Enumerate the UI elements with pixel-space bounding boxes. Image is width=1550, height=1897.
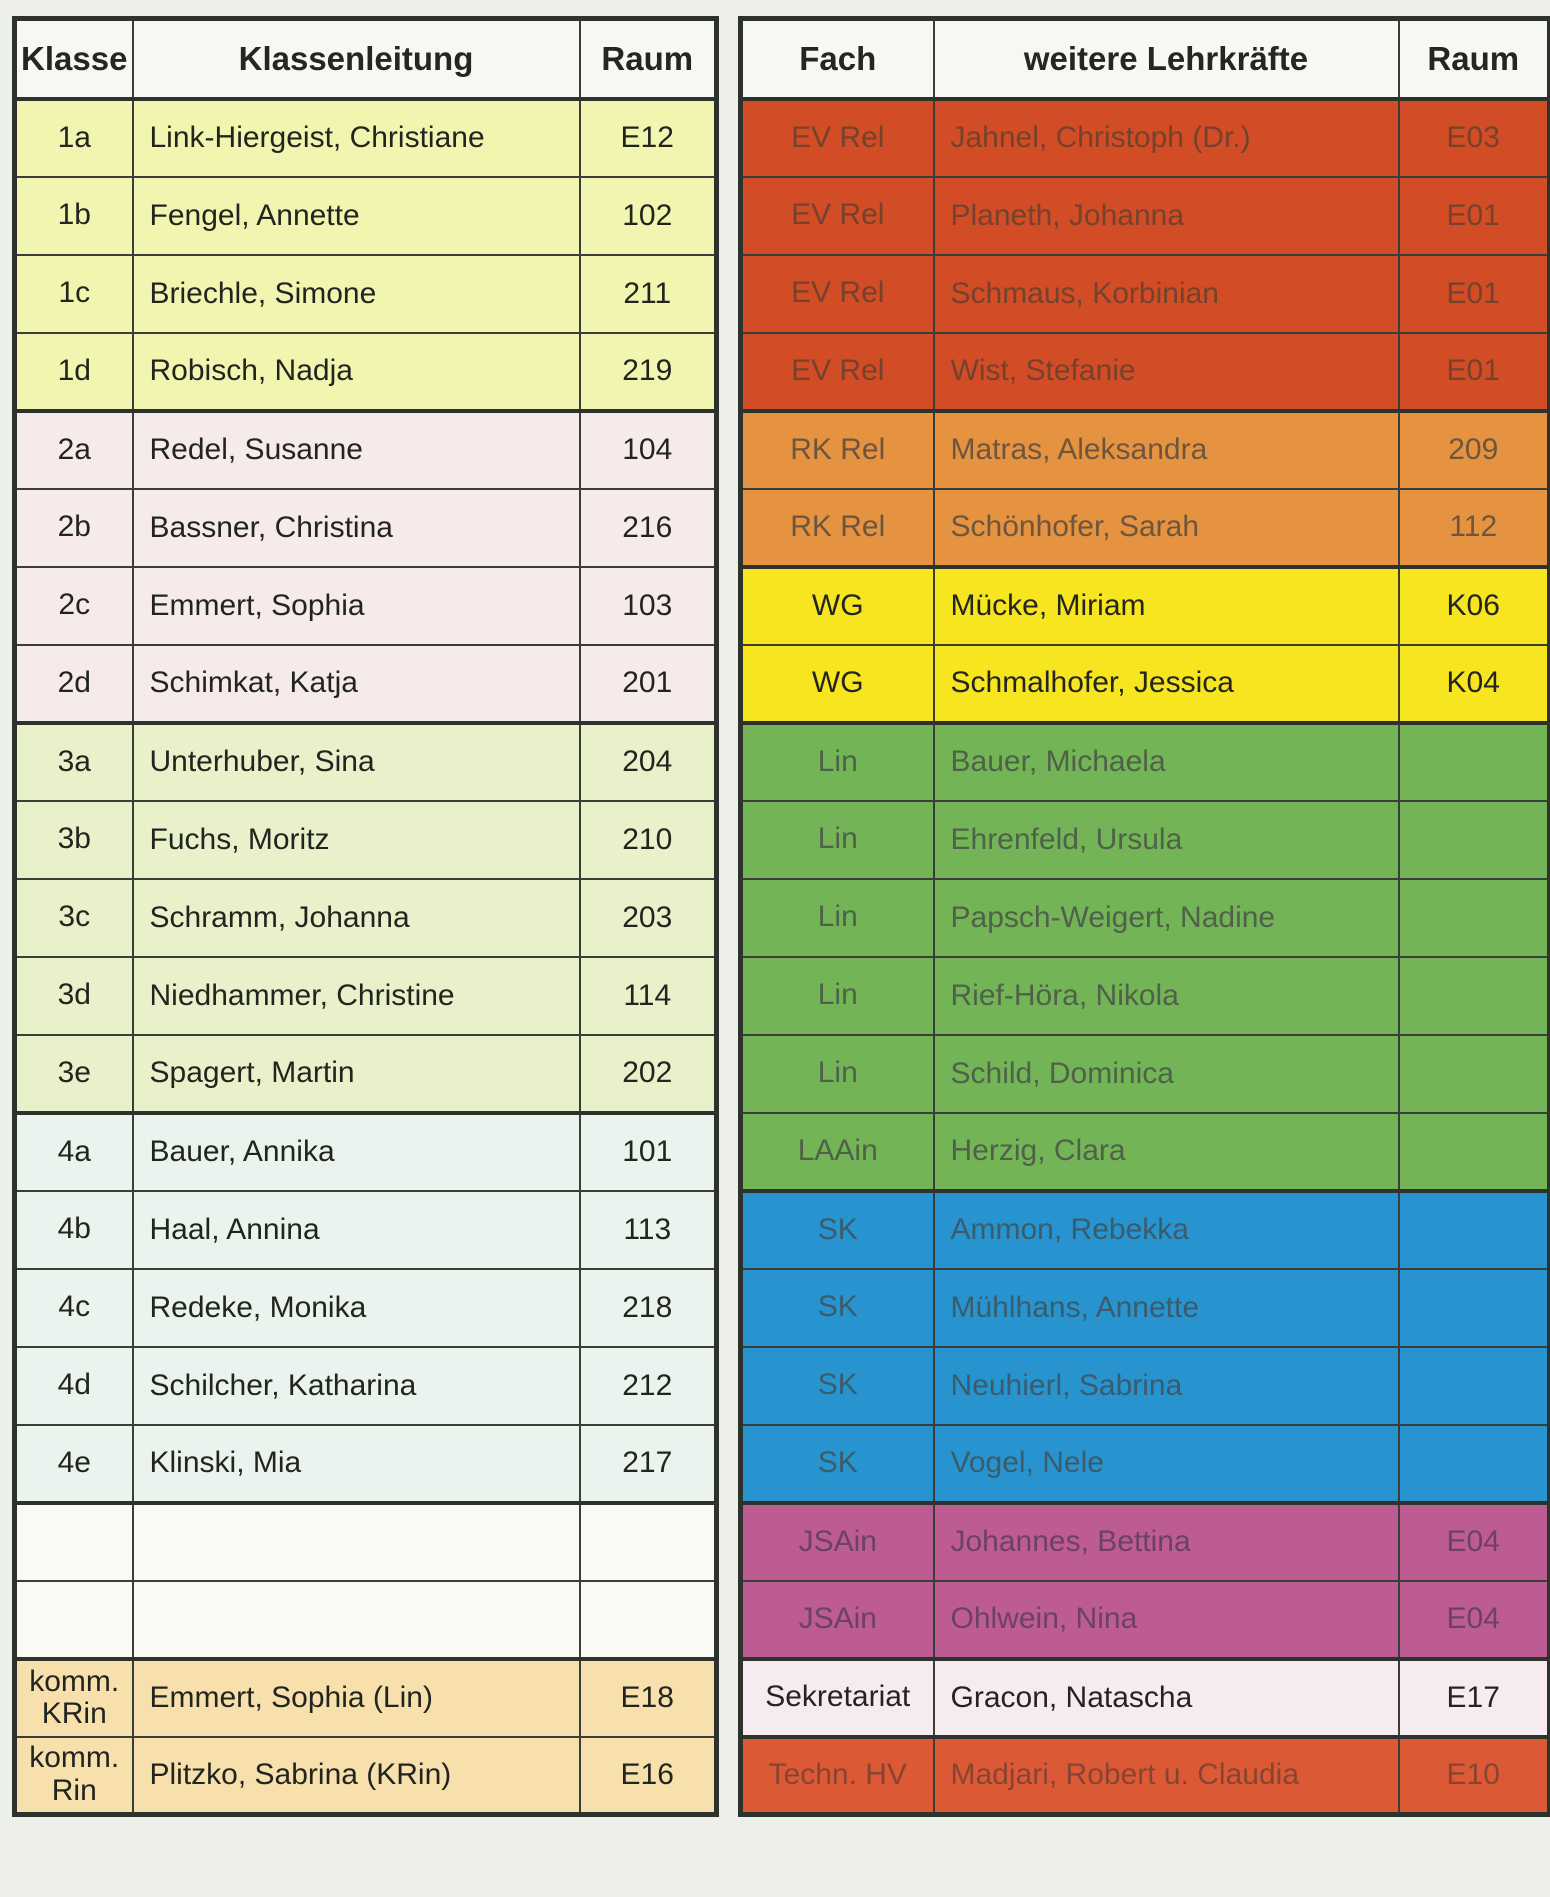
table-row — [15, 1035, 717, 1113]
label-cell: SK — [741, 1425, 934, 1503]
room-cell — [1399, 801, 1550, 879]
teacher-name-cell: Bauer, Michaela — [934, 723, 1399, 801]
room-cell: 204 — [580, 723, 717, 801]
teacher-name-cell: Bauer, Annika — [133, 1113, 580, 1191]
room-cell: 203 — [580, 879, 717, 957]
label-cell: 2a — [15, 411, 133, 489]
label-cell: Lin — [741, 879, 934, 957]
room-cell — [1399, 1425, 1550, 1503]
label-cell: LAAin — [741, 1113, 934, 1191]
room-cell: 201 — [580, 645, 717, 723]
table-row — [741, 1503, 1550, 1581]
teacher-name-cell: Robisch, Nadja — [133, 333, 580, 411]
room-cell: 218 — [580, 1269, 717, 1347]
header-row — [15, 19, 717, 99]
teacher-name-cell: Bassner, Christina — [133, 489, 580, 567]
room-cell: 217 — [580, 1425, 717, 1503]
table-row — [741, 1659, 1550, 1737]
table-row — [15, 1113, 717, 1191]
room-cell: E10 — [1399, 1737, 1550, 1815]
table-row — [741, 1425, 1550, 1503]
additional-teachers-table — [738, 16, 1550, 1817]
teacher-name-cell: Jahnel, Christoph (Dr.) — [934, 99, 1399, 177]
room-cell — [1399, 1035, 1550, 1113]
teacher-name-cell: Ehrenfeld, Ursula — [934, 801, 1399, 879]
table-row — [15, 333, 717, 411]
room-cell: 219 — [580, 333, 717, 411]
class-leadership-table — [12, 16, 719, 1817]
table-row — [15, 255, 717, 333]
teacher-name-cell: Ohlwein, Nina — [934, 1581, 1399, 1659]
header-weitere-lehrkraefte: weitere Lehrkräfte — [934, 19, 1399, 99]
teacher-name-cell: Briechle, Simone — [133, 255, 580, 333]
label-cell: Sekretariat — [741, 1659, 934, 1737]
label-cell: 1b — [15, 177, 133, 255]
table-row — [741, 1347, 1550, 1425]
label-cell: 3c — [15, 879, 133, 957]
room-cell: 212 — [580, 1347, 717, 1425]
table-row — [741, 99, 1550, 177]
label-cell: Lin — [741, 801, 934, 879]
teacher-name-cell: Klinski, Mia — [133, 1425, 580, 1503]
header-klassenleitung: Klassenleitung — [133, 19, 580, 99]
room-cell: 113 — [580, 1191, 717, 1269]
room-cell — [1399, 1113, 1550, 1191]
table-row — [15, 723, 717, 801]
table-row — [741, 957, 1550, 1035]
teacher-name-cell: Spagert, Martin — [133, 1035, 580, 1113]
table-row — [741, 1035, 1550, 1113]
room-cell — [1399, 1269, 1550, 1347]
label-cell: 3a — [15, 723, 133, 801]
subject-table-header — [741, 19, 1550, 99]
label-cell: 1d — [15, 333, 133, 411]
table-row — [15, 1737, 717, 1815]
teacher-name-cell: Link-Hiergeist, Christiane — [133, 99, 580, 177]
room-cell — [1399, 1347, 1550, 1425]
table-row — [15, 1347, 717, 1425]
label-cell: 3b — [15, 801, 133, 879]
table-row — [741, 1737, 1550, 1815]
table-row — [741, 177, 1550, 255]
room-cell: 104 — [580, 411, 717, 489]
label-cell: JSAin — [741, 1503, 934, 1581]
label-cell: Lin — [741, 957, 934, 1035]
table-row — [741, 723, 1550, 801]
table-row — [15, 1269, 717, 1347]
teacher-name-cell: Matras, Aleksandra — [934, 411, 1399, 489]
label-cell: 2c — [15, 567, 133, 645]
label-cell: Lin — [741, 723, 934, 801]
label-cell — [15, 1503, 133, 1581]
label-cell: Techn. HV — [741, 1737, 934, 1815]
label-cell: 1c — [15, 255, 133, 333]
label-cell: 4a — [15, 1113, 133, 1191]
teacher-name-cell: Schimkat, Katja — [133, 645, 580, 723]
room-cell — [1399, 723, 1550, 801]
table-row — [15, 411, 717, 489]
label-cell: komm. Rin — [15, 1737, 133, 1815]
room-cell: 209 — [1399, 411, 1550, 489]
table-row — [741, 255, 1550, 333]
table-row — [15, 1581, 717, 1659]
header-raum-left: Raum — [580, 19, 717, 99]
teacher-name-cell: Schramm, Johanna — [133, 879, 580, 957]
table-row — [741, 567, 1550, 645]
class-table-body — [15, 99, 717, 1815]
label-cell: EV Rel — [741, 255, 934, 333]
room-cell — [580, 1581, 717, 1659]
label-cell: SK — [741, 1269, 934, 1347]
table-row — [15, 801, 717, 879]
room-cell: 102 — [580, 177, 717, 255]
table-row — [741, 411, 1550, 489]
table-row — [741, 1581, 1550, 1659]
table-row — [15, 645, 717, 723]
table-row — [15, 99, 717, 177]
teacher-name-cell: Schilcher, Katharina — [133, 1347, 580, 1425]
table-row — [15, 489, 717, 567]
teacher-name-cell: Niedhammer, Christine — [133, 957, 580, 1035]
table-row — [741, 1113, 1550, 1191]
room-cell: E01 — [1399, 255, 1550, 333]
teacher-name-cell: Unterhuber, Sina — [133, 723, 580, 801]
label-cell: SK — [741, 1191, 934, 1269]
teacher-name-cell: Schönhofer, Sarah — [934, 489, 1399, 567]
label-cell: EV Rel — [741, 333, 934, 411]
teacher-name-cell: Madjari, Robert u. Claudia — [934, 1737, 1399, 1815]
label-cell: 4d — [15, 1347, 133, 1425]
table-row — [741, 333, 1550, 411]
room-cell: 112 — [1399, 489, 1550, 567]
label-cell: RK Rel — [741, 489, 934, 567]
teacher-name-cell: Neuhierl, Sabrina — [934, 1347, 1399, 1425]
teacher-name-cell: Johannes, Bettina — [934, 1503, 1399, 1581]
teacher-name-cell: Fengel, Annette — [133, 177, 580, 255]
teacher-name-cell: Schild, Dominica — [934, 1035, 1399, 1113]
room-cell — [1399, 957, 1550, 1035]
table-row — [741, 801, 1550, 879]
teacher-name-cell: Emmert, Sophia — [133, 567, 580, 645]
table-row — [741, 489, 1550, 567]
room-cell: 202 — [580, 1035, 717, 1113]
table-row — [741, 1269, 1550, 1347]
teacher-name-cell: Fuchs, Moritz — [133, 801, 580, 879]
teacher-name-cell: Vogel, Nele — [934, 1425, 1399, 1503]
room-cell: E16 — [580, 1737, 717, 1815]
room-cell: E18 — [580, 1659, 717, 1737]
teacher-name-cell: Mücke, Miriam — [934, 567, 1399, 645]
label-cell: WG — [741, 567, 934, 645]
room-cell: 101 — [580, 1113, 717, 1191]
teacher-name-cell: Mühlhans, Annette — [934, 1269, 1399, 1347]
room-cell: E04 — [1399, 1581, 1550, 1659]
label-cell: EV Rel — [741, 177, 934, 255]
room-cell: E01 — [1399, 177, 1550, 255]
label-cell: 2d — [15, 645, 133, 723]
room-cell: K06 — [1399, 567, 1550, 645]
room-cell: 211 — [580, 255, 717, 333]
table-row — [15, 1503, 717, 1581]
table-row — [15, 879, 717, 957]
teacher-name-cell: Redel, Susanne — [133, 411, 580, 489]
label-cell: RK Rel — [741, 411, 934, 489]
teacher-name-cell: Haal, Annina — [133, 1191, 580, 1269]
teacher-name-cell: Schmalhofer, Jessica — [934, 645, 1399, 723]
room-cell: E12 — [580, 99, 717, 177]
label-cell: WG — [741, 645, 934, 723]
room-cell: E03 — [1399, 99, 1550, 177]
teacher-name-cell — [133, 1581, 580, 1659]
room-cell: E17 — [1399, 1659, 1550, 1737]
subject-table-body — [741, 99, 1550, 1815]
label-cell: SK — [741, 1347, 934, 1425]
header-row — [741, 19, 1550, 99]
teacher-name-cell: Rief-Höra, Nikola — [934, 957, 1399, 1035]
label-cell: komm. KRin — [15, 1659, 133, 1737]
teacher-name-cell: Plitzko, Sabrina (KRin) — [133, 1737, 580, 1815]
teacher-name-cell: Schmaus, Korbinian — [934, 255, 1399, 333]
room-cell: K04 — [1399, 645, 1550, 723]
room-cell: E01 — [1399, 333, 1550, 411]
label-cell: 1a — [15, 99, 133, 177]
label-cell: 3e — [15, 1035, 133, 1113]
teacher-name-cell: Ammon, Rebekka — [934, 1191, 1399, 1269]
label-cell: EV Rel — [741, 99, 934, 177]
teacher-name-cell: Redeke, Monika — [133, 1269, 580, 1347]
header-fach: Fach — [741, 19, 934, 99]
teacher-name-cell: Gracon, Natascha — [934, 1659, 1399, 1737]
teacher-name-cell: Planeth, Johanna — [934, 177, 1399, 255]
label-cell — [15, 1581, 133, 1659]
label-cell: Lin — [741, 1035, 934, 1113]
room-cell: 103 — [580, 567, 717, 645]
label-cell: 4c — [15, 1269, 133, 1347]
teacher-name-cell — [133, 1503, 580, 1581]
table-row — [15, 957, 717, 1035]
room-cell — [1399, 879, 1550, 957]
table-row — [15, 567, 717, 645]
teacher-name-cell: Herzig, Clara — [934, 1113, 1399, 1191]
table-row — [741, 879, 1550, 957]
label-cell: 2b — [15, 489, 133, 567]
teacher-name-cell: Papsch-Weigert, Nadine — [934, 879, 1399, 957]
room-cell: E04 — [1399, 1503, 1550, 1581]
label-cell: JSAin — [741, 1581, 934, 1659]
room-cell — [1399, 1191, 1550, 1269]
room-cell — [580, 1503, 717, 1581]
room-cell: 114 — [580, 957, 717, 1035]
label-cell: 4b — [15, 1191, 133, 1269]
table-row — [15, 177, 717, 255]
table-row — [741, 1191, 1550, 1269]
teacher-name-cell: Wist, Stefanie — [934, 333, 1399, 411]
table-row — [15, 1659, 717, 1737]
room-cell: 210 — [580, 801, 717, 879]
header-raum-right: Raum — [1399, 19, 1550, 99]
room-cell: 216 — [580, 489, 717, 567]
teacher-name-cell: Emmert, Sophia (Lin) — [133, 1659, 580, 1737]
label-cell: 4e — [15, 1425, 133, 1503]
header-klasse: Klasse — [15, 19, 133, 99]
table-row — [15, 1191, 717, 1269]
label-cell: 3d — [15, 957, 133, 1035]
table-row — [15, 1425, 717, 1503]
table-row — [741, 645, 1550, 723]
class-table-header — [15, 19, 717, 99]
